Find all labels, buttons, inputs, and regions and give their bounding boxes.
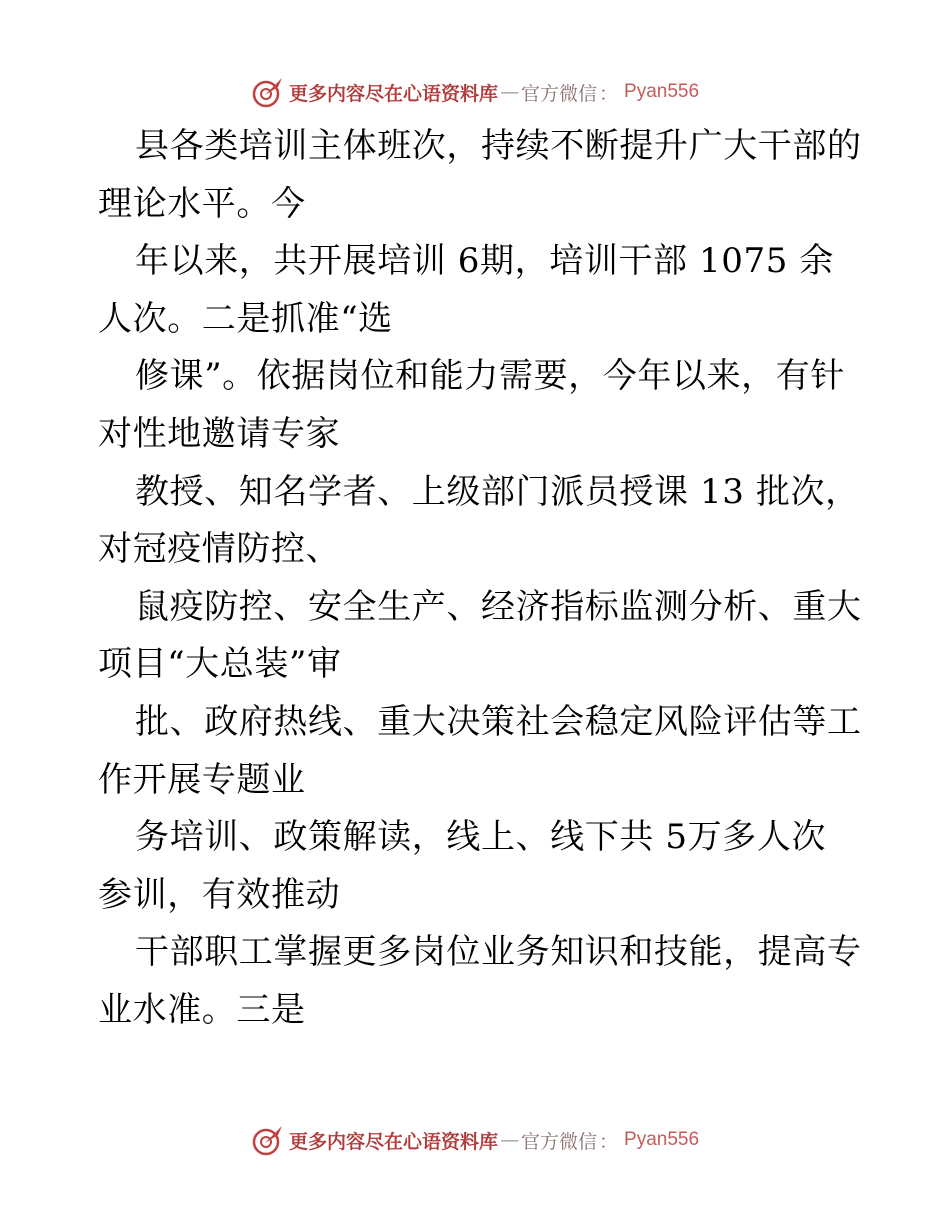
- quill-logo-icon: [251, 75, 285, 109]
- line: 对性地邀请专家: [98, 413, 341, 454]
- line: 务培训、政策解读，线上、线下共 5万多人次: [135, 817, 827, 858]
- line: 教授、知名学者、上级部门派员授课 13 批次，: [135, 471, 860, 512]
- paragraph: [98, 579, 862, 694]
- watermark-colon: ：: [599, 1130, 619, 1153]
- quill-logo-icon: [251, 1123, 285, 1157]
- watermark-official-label: 官方微信: [520, 1130, 597, 1153]
- line: 修课”。依据岗位和能力需要，今年以来，有针: [135, 356, 845, 397]
- paragraph: [98, 118, 862, 233]
- line: 对冠疫情防控、: [98, 529, 341, 570]
- paragraph: [98, 348, 858, 463]
- line: 理论水平。今: [98, 183, 306, 224]
- paragraph: [98, 464, 858, 579]
- line: 参训，有效推动: [98, 874, 341, 915]
- line: 批、政府热线、重大决策社会稳定风险评估等工: [135, 701, 862, 742]
- watermark-dash: —: [499, 1129, 519, 1151]
- watermark-dash: —: [499, 81, 519, 103]
- line: 项目“大总装”审: [98, 644, 342, 685]
- watermark-official-label: 官方微信: [520, 82, 597, 105]
- watermark-colon: ：: [599, 82, 619, 105]
- line: 业水准。三是: [98, 989, 306, 1030]
- line: 鼠疫防控、安全生产、经济指标监测分析、重大: [135, 586, 862, 627]
- header-watermark: [0, 72, 950, 112]
- line: 年以来，共开展培训 6期，培训干部 1075 余: [135, 241, 834, 282]
- line: 人次。二是抓准“选: [98, 298, 393, 339]
- watermark-account-id: Pyan556: [624, 1129, 700, 1150]
- line: 干部职工掌握更多岗位业务知识和技能，提高专: [135, 932, 862, 973]
- watermark-site-name: 更多内容尽在心语资料库: [288, 1130, 498, 1153]
- body-text: [98, 118, 862, 1040]
- paragraph: [98, 809, 858, 924]
- watermark-site-name: 更多内容尽在心语资料库: [288, 82, 498, 105]
- line: 县各类培训主体班次，持续不断提升广大干部的: [135, 126, 862, 166]
- watermark-account-id: Pyan556: [624, 81, 700, 102]
- footer-watermark: [0, 1120, 950, 1160]
- paragraph: [98, 694, 862, 809]
- line: 作开展专题业: [98, 759, 306, 800]
- paragraph: [98, 924, 862, 1039]
- paragraph: [98, 233, 858, 348]
